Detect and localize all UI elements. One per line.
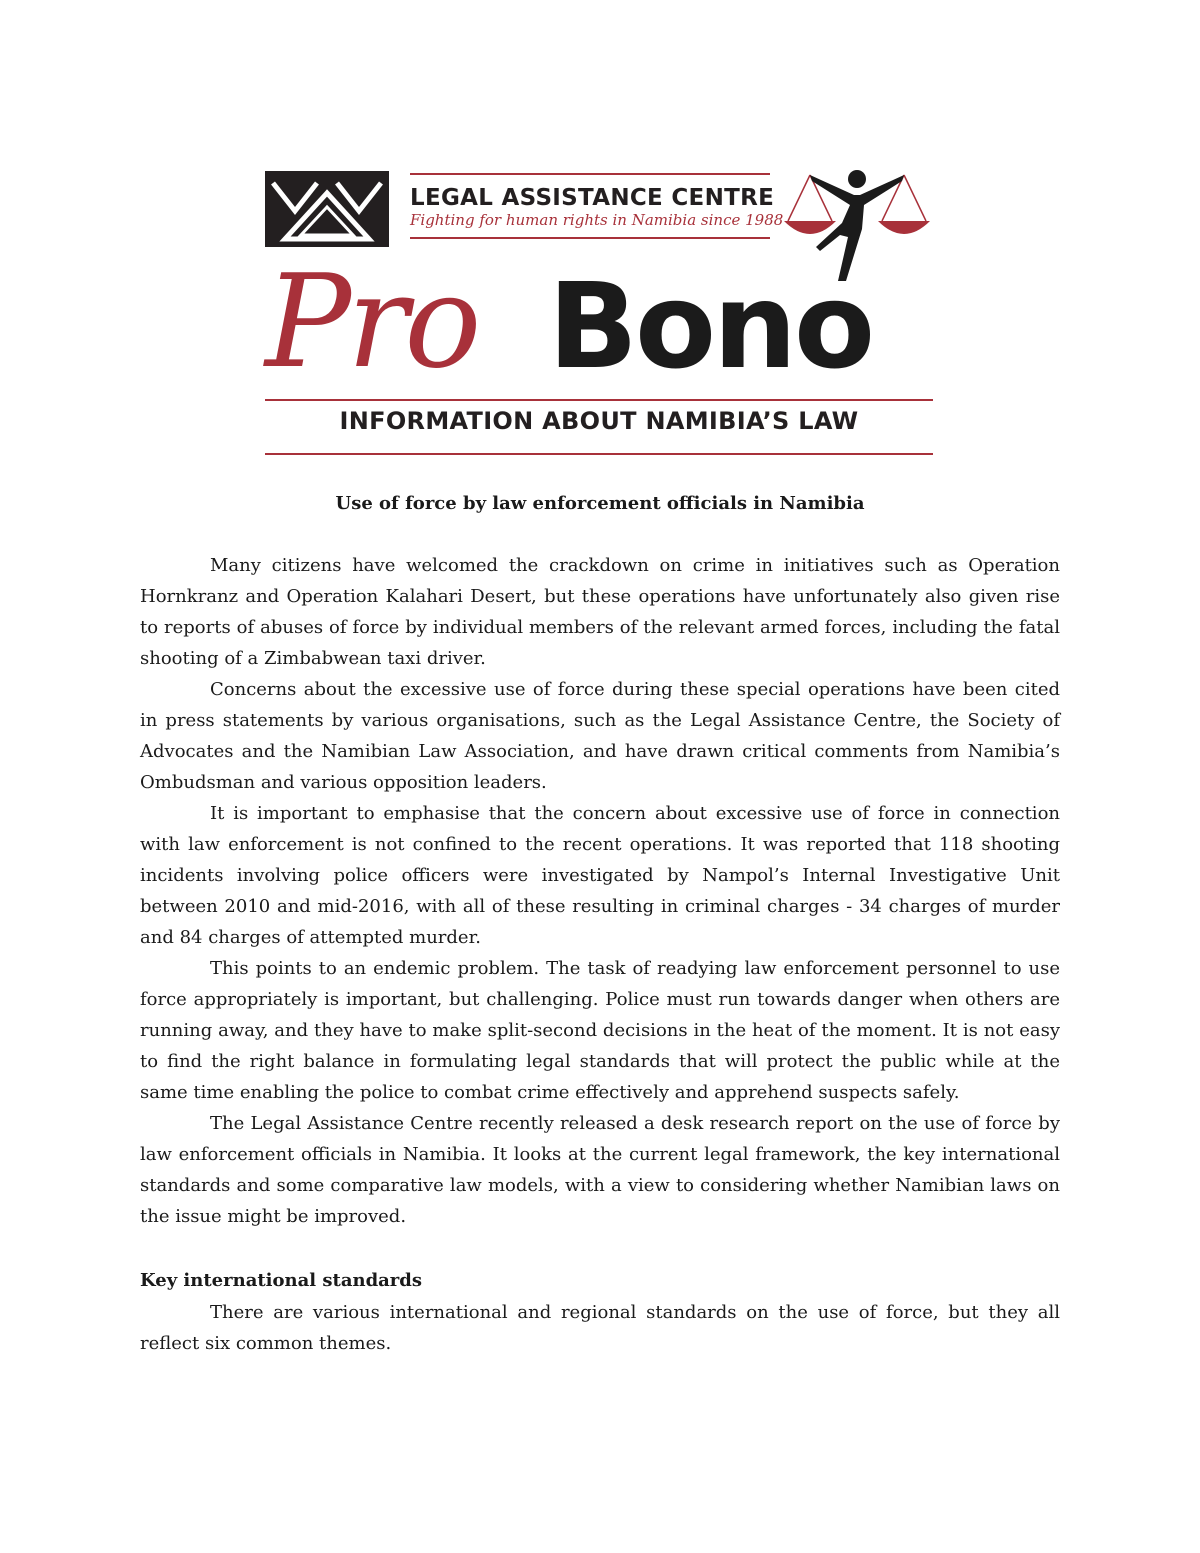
article-body [140, 550, 1060, 1232]
brand-pro-text: Pro [265, 248, 478, 397]
paragraph: Many citizens have welcomed the crackdown on crime in initiatives such as Operation Hornkranz and Operation Kalahari Desert, but these operations have unfortunately also given rise to reports of abuses of force by individual members of the relevant armed forces, including the fatal shooting of a Zimbabwean taxi driver. [140, 555, 1060, 669]
paragraph: Concerns about the excessive use of force during these special operations have been cited in press statements by various organisations, such as the Legal Assistance Centre, the Society of Advocates and the Namibian Law Association, and have drawn critical comments from Namibia’s Ombudsman and various opposition leaders. [140, 679, 1060, 793]
article-title: Use of force by law enforcement officials in Namibia [335, 493, 865, 514]
paragraph: This points to an endemic problem. The task of readying law enforcement personnel to use force appropriately is important, but challenging. Police must run towards danger when others are running away, and they have to make split-second decisions in the heat of the moment. It is not easy to find the right balance in formulating legal standards that will protect the public while at the same time enabling the police to combat crime effectively and apprehend suspects safely. [140, 958, 1060, 1103]
mid-rule-line [410, 237, 770, 239]
logo-subtitle: INFORMATION ABOUT NAMIBIA’S LAW [339, 407, 859, 435]
organisation-name: LEGAL ASSISTANCE CENTRE [410, 185, 775, 211]
section-heading: Key international standards [140, 1270, 423, 1291]
paragraph: It is important to emphasise that the concern about excessive use of force in connection with law enforcement is not confined to the recent operations. It was reported that 118 shooting incidents involving police officers were investigated by Nampol’s Internal Investigative Unit between 2010 and mid-2016, with all of these resulting in criminal charges - 34 charges of murder and 84 charges of attempted murder. [140, 803, 1060, 948]
brand-bono-text: Bono [548, 257, 873, 395]
probono-logo [265, 165, 933, 457]
legal-assistance-centre-emblem-icon [265, 171, 389, 247]
top-rule-line [410, 173, 770, 175]
subtitle-bottom-rule [265, 453, 933, 455]
section-body [140, 1297, 1060, 1359]
paragraph: The Legal Assistance Centre recently released a desk research report on the use of force by law enforcement officials in Namibia. It looks at the current legal framework, the key international standards and some comparative law models, with a view to considering whether Namibian laws on the issue might be improved. [140, 1113, 1060, 1227]
subtitle-top-rule [265, 399, 933, 401]
organisation-tagline: Fighting for human rights in Namibia since 1988 [410, 211, 784, 229]
paragraph: There are various international and regional standards on the use of force, but they all reflect six common themes. [140, 1302, 1060, 1354]
